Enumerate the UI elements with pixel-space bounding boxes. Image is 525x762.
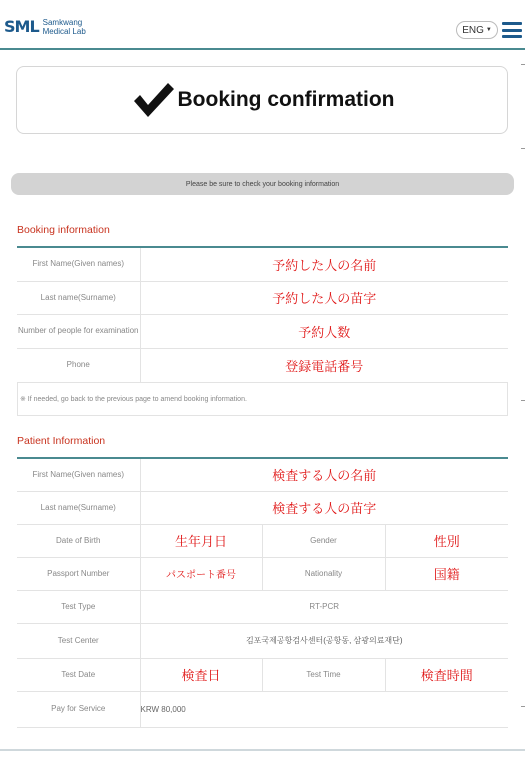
pay-value: KRW 80,000 bbox=[140, 691, 508, 727]
app-header bbox=[0, 0, 525, 50]
patient-last-name-value: 検査する人の苗字 bbox=[140, 491, 508, 524]
table-row bbox=[17, 590, 508, 623]
language-label: ENG bbox=[462, 24, 484, 36]
side-tick bbox=[521, 148, 525, 149]
checkmark-icon bbox=[130, 80, 176, 120]
table-row bbox=[17, 658, 508, 691]
passport-value: パスポート番号 bbox=[140, 557, 262, 590]
test-date-label: Test Date bbox=[17, 658, 140, 691]
amend-note: ※ If needed, go back to the previous page to amend booking information. bbox=[17, 383, 508, 416]
hamburger-menu-icon[interactable] bbox=[502, 22, 522, 38]
gender-value: 性別 bbox=[385, 524, 508, 557]
last-name-label: Last name(Surname) bbox=[17, 281, 140, 314]
side-tick bbox=[521, 400, 525, 401]
booking-section-title: Booking information bbox=[17, 224, 110, 236]
test-date-value: 検査日 bbox=[140, 658, 262, 691]
booking-info-table bbox=[17, 248, 508, 383]
language-selector[interactable] bbox=[456, 21, 498, 39]
phone-value: 登録電話番号 bbox=[140, 348, 508, 382]
patient-first-name-label: First Name(Given names) bbox=[17, 459, 140, 491]
test-time-label: Test Time bbox=[262, 658, 385, 691]
test-center-label: Test Center bbox=[17, 623, 140, 658]
notice-bar: Please be sure to check your booking information bbox=[11, 173, 514, 195]
people-count-label: Number of people for examination bbox=[17, 314, 140, 348]
last-name-value: 予約した人の苗字 bbox=[140, 281, 508, 314]
table-row bbox=[17, 623, 508, 658]
test-time-value: 検査時間 bbox=[385, 658, 508, 691]
dob-label: Date of Birth bbox=[17, 524, 140, 557]
title-card bbox=[16, 66, 508, 134]
table-row bbox=[17, 281, 508, 314]
table-row bbox=[17, 691, 508, 727]
footer-divider bbox=[0, 749, 525, 751]
patient-first-name-value: 検査する人の名前 bbox=[140, 459, 508, 491]
pay-label: Pay for Service bbox=[17, 691, 140, 727]
table-row bbox=[17, 459, 508, 491]
first-name-value: 予約した人の名前 bbox=[140, 248, 508, 281]
logo-line-1: Samkwang bbox=[42, 17, 83, 27]
test-center-value: 김포국제공항검사센터(공항동, 삼광의료재단) bbox=[140, 623, 508, 658]
side-tick bbox=[521, 706, 525, 707]
logo-line-2: Medical Lab bbox=[42, 26, 86, 36]
table-row bbox=[17, 491, 508, 524]
table-row bbox=[17, 248, 508, 281]
caret-down-icon: ▼ bbox=[485, 27, 492, 33]
dob-value: 生年月日 bbox=[140, 524, 262, 557]
phone-label: Phone bbox=[17, 348, 140, 382]
gender-label: Gender bbox=[262, 524, 385, 557]
table-row bbox=[17, 348, 508, 382]
patient-last-name-label: Last name(Surname) bbox=[17, 491, 140, 524]
test-type-label: Test Type bbox=[17, 590, 140, 623]
side-tick bbox=[521, 64, 525, 65]
passport-label: Passport Number bbox=[17, 557, 140, 590]
table-row bbox=[17, 557, 508, 590]
sml-logo[interactable] bbox=[4, 17, 86, 36]
table-row bbox=[17, 524, 508, 557]
test-type-value: RT-PCR bbox=[140, 590, 508, 623]
logo-text bbox=[43, 18, 86, 36]
nationality-value: 国籍 bbox=[385, 557, 508, 590]
logo-mark: SML bbox=[4, 17, 39, 36]
first-name-label: First Name(Given names) bbox=[17, 248, 140, 281]
people-count-value: 予約人数 bbox=[140, 314, 508, 348]
table-row bbox=[17, 314, 508, 348]
page-title: Booking confirmation bbox=[177, 88, 395, 111]
patient-section-title: Patient Information bbox=[17, 435, 106, 447]
patient-info-table bbox=[17, 459, 508, 728]
nationality-label: Nationality bbox=[262, 557, 385, 590]
